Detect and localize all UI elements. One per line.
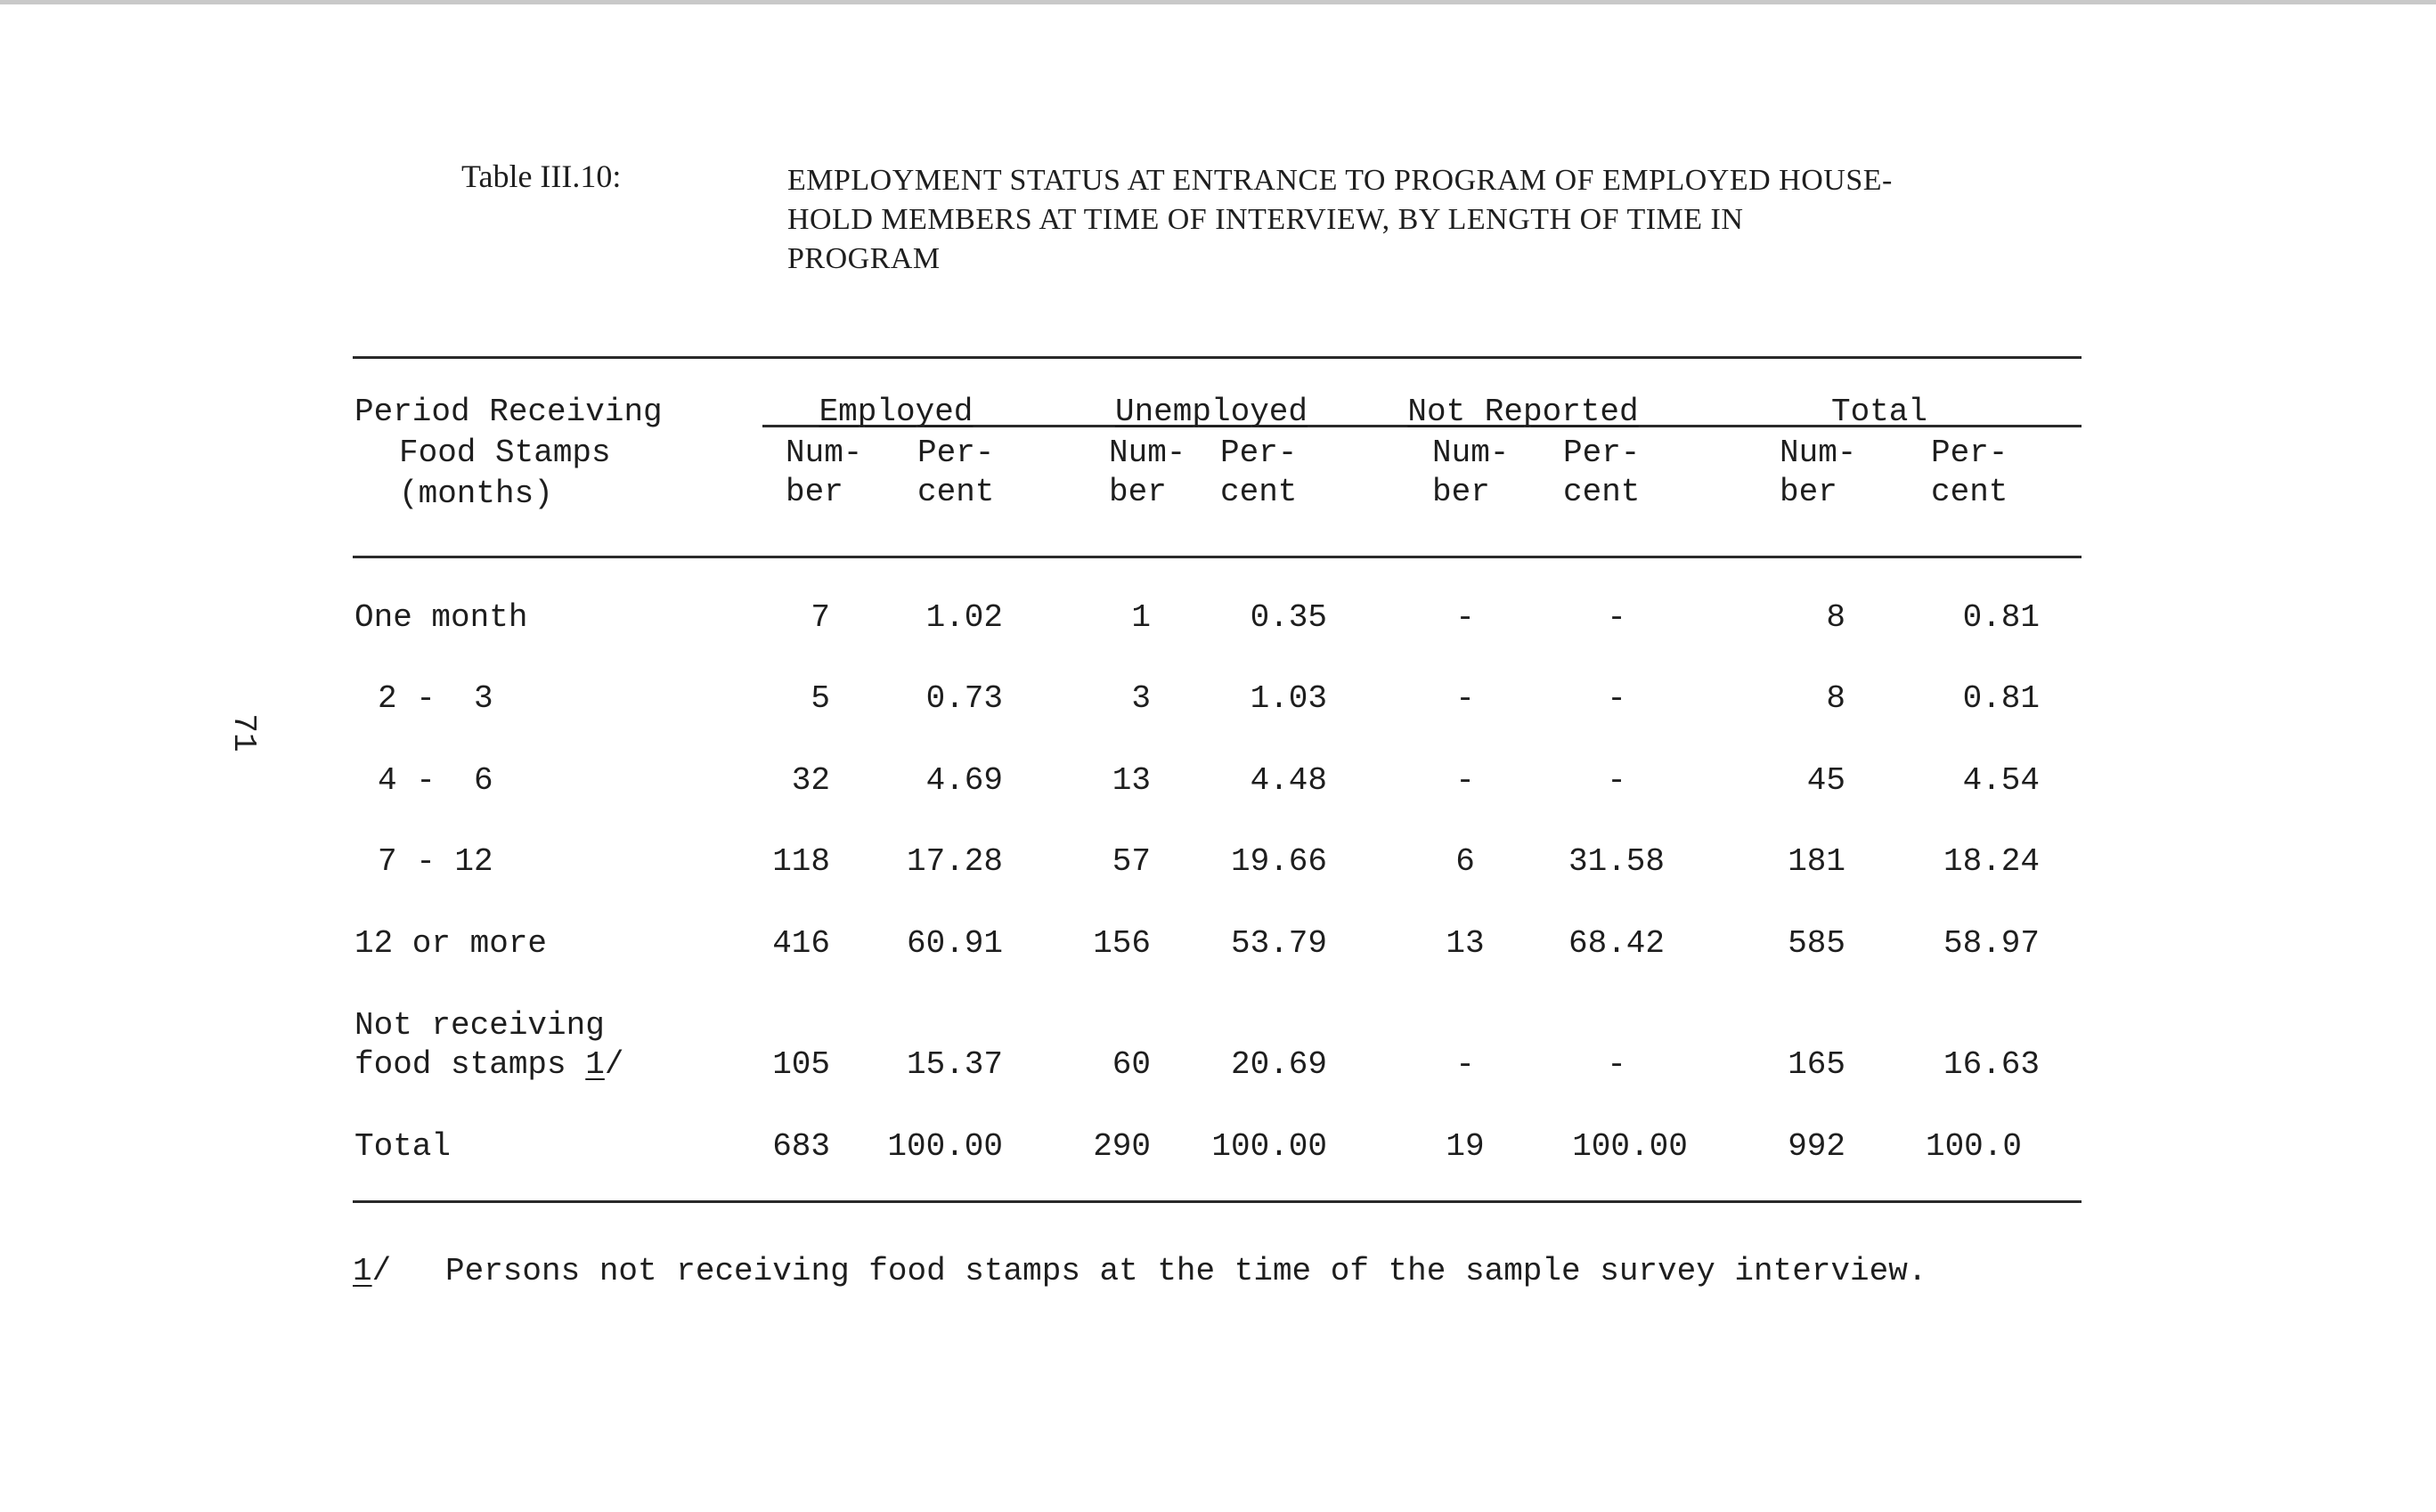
unemployed-percent-header: Per- cent: [1220, 435, 1298, 510]
table-cell: -: [1455, 762, 1475, 799]
table-cell: 31.58: [1568, 843, 1666, 880]
table-cell: 4.69: [925, 762, 1003, 799]
table-cell: 60: [1112, 1046, 1151, 1083]
table-cell: 17.28: [906, 843, 1003, 880]
table-cell: -: [1455, 680, 1475, 717]
stub-header-line-2: Food Stamps: [399, 435, 611, 471]
table-cell: 7: [811, 599, 830, 636]
table-cell: 100.00: [887, 1128, 1003, 1165]
table-cell: 19.66: [1230, 843, 1327, 880]
table-label: Table III.10:: [461, 159, 622, 194]
table-cell: 60.91: [906, 925, 1003, 962]
table-cell: 5: [811, 680, 830, 717]
table-cell: 100.00: [1572, 1128, 1688, 1165]
table-cell: 45: [1806, 762, 1845, 799]
group-header-total: Total: [1830, 394, 1928, 430]
group-header-unemployed: Unemployed: [1114, 394, 1308, 430]
table-cell: -: [1455, 599, 1475, 636]
table-cell: 58.97: [1943, 925, 2040, 962]
table-cell: 1: [1131, 599, 1151, 636]
footnote-text: Persons not receiving food stamps at the time of the sample survey interview.: [445, 1253, 1927, 1289]
row-label-line-2: food stamps 1/: [354, 1046, 624, 1083]
table-cell: 290: [1093, 1128, 1151, 1165]
table-cell: 20.69: [1230, 1046, 1327, 1083]
table-cell: 3: [1131, 680, 1151, 717]
stub-header-line-1: Period Receiving: [354, 394, 663, 430]
header-bottom-rule: [353, 556, 2082, 558]
table-cell: 8: [1826, 599, 1845, 636]
table-cell: 32: [791, 762, 830, 799]
table-cell: 181: [1788, 843, 1845, 880]
table-cell: 13: [1112, 762, 1151, 799]
page-number: 71: [225, 713, 262, 752]
row-label: 4 - 6: [378, 762, 493, 799]
table-cell: 19: [1446, 1128, 1485, 1165]
employed-number-header: Num- ber: [786, 435, 863, 510]
table-cell: -: [1607, 762, 1626, 799]
table-cell: 53.79: [1230, 925, 1327, 962]
table-bottom-rule: [353, 1200, 2082, 1203]
table-cell: -: [1455, 1046, 1475, 1083]
total-percent-header: Per- cent: [1931, 435, 2008, 510]
table-cell: 992: [1788, 1128, 1845, 1165]
table-cell: 0.81: [1962, 599, 2040, 636]
table-cell: 416: [772, 925, 830, 962]
unemployed-number-header: Num- ber: [1109, 435, 1186, 510]
not-reported-percent-header: Per- cent: [1563, 435, 1641, 510]
employed-percent-header: Per- cent: [917, 435, 995, 510]
table-cell: 13: [1446, 925, 1485, 962]
table-cell: -: [1607, 599, 1626, 636]
table-cell: 1.02: [925, 599, 1003, 636]
group-header-not-reported: Not Reported: [1407, 394, 1639, 430]
table-cell: -: [1607, 680, 1626, 717]
table-title-line-3: PROGRAM: [787, 242, 941, 275]
table-top-rule: [353, 356, 2082, 359]
not-reported-number-header: Num- ber: [1432, 435, 1510, 510]
table-cell: 100.0: [1925, 1128, 2022, 1165]
table-cell: 57: [1112, 843, 1151, 880]
table-cell: 100.00: [1211, 1128, 1327, 1165]
table-cell: 8: [1826, 680, 1845, 717]
table-cell: 0.81: [1962, 680, 2040, 717]
group-header-employed: Employed: [819, 394, 974, 430]
table-cell: 0.35: [1250, 599, 1327, 636]
table-cell: 18.24: [1943, 843, 2040, 880]
table-cell: 156: [1093, 925, 1151, 962]
table-cell: 118: [772, 843, 830, 880]
table-cell: 105: [772, 1046, 830, 1083]
table-cell: 0.73: [925, 680, 1003, 717]
table-title: [787, 161, 1893, 279]
page-top-edge: [0, 0, 2436, 4]
row-label: 2 - 3: [378, 680, 493, 717]
row-label-total: Total: [354, 1128, 452, 1165]
table-cell: 683: [772, 1128, 830, 1165]
row-label: One month: [354, 599, 528, 636]
table-cell: 68.42: [1568, 925, 1666, 962]
footnote-reference: 1/: [585, 1046, 624, 1083]
table-cell: 6: [1455, 843, 1475, 880]
table-cell: 1.03: [1250, 680, 1327, 717]
row-label: 12 or more: [354, 925, 548, 962]
stub-header-line-3: (months): [399, 476, 553, 512]
table-cell: 4.48: [1250, 762, 1327, 799]
total-number-header: Num- ber: [1780, 435, 1857, 510]
table-cell: -: [1607, 1046, 1626, 1083]
table-cell: 16.63: [1943, 1046, 2040, 1083]
table-title-line-2: HOLD MEMBERS AT TIME OF INTERVIEW, BY LENGTH OF TIME IN: [787, 203, 1744, 236]
table-cell: 585: [1788, 925, 1845, 962]
table-cell: 4.54: [1962, 762, 2040, 799]
table-title-line-1: EMPLOYMENT STATUS AT ENTRANCE TO PROGRAM OF EMPLOYED HOUSE-: [787, 164, 1893, 197]
row-label: 7 - 12: [378, 843, 493, 880]
row-label-line-1: Not receiving: [354, 1007, 605, 1044]
footnote-marker: 1/: [353, 1253, 392, 1289]
table-cell: 165: [1788, 1046, 1845, 1083]
table-cell: 15.37: [906, 1046, 1003, 1083]
